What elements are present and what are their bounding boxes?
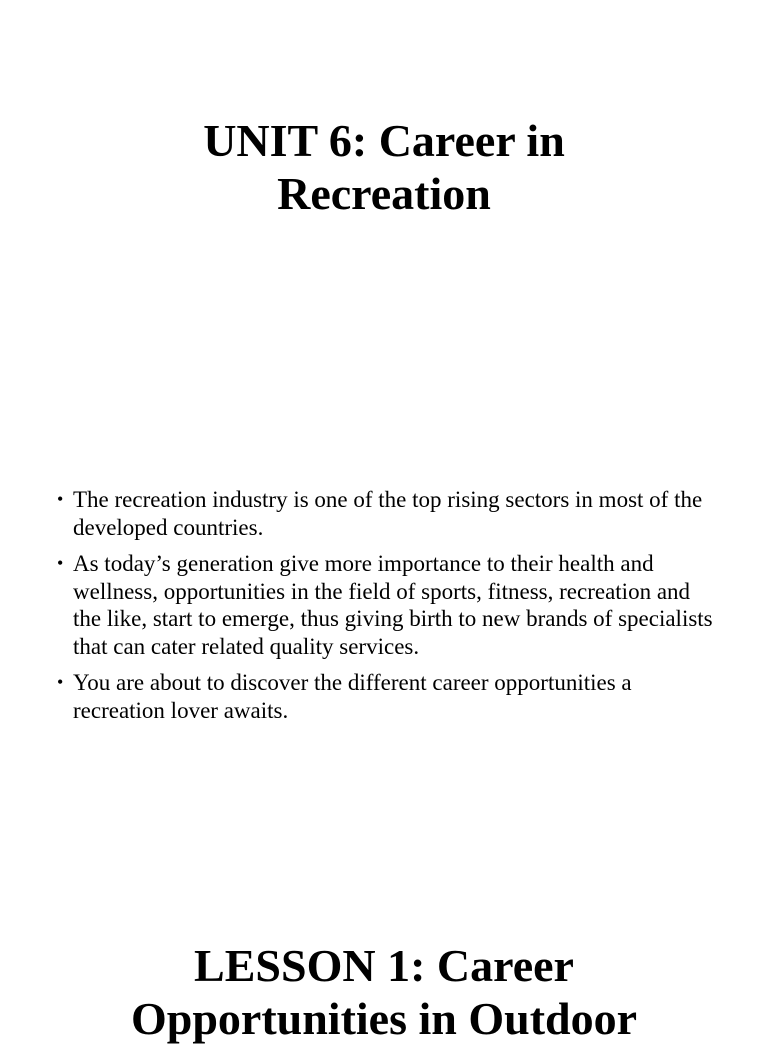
bullet-text: The recreation industry is one of the top rising sectors in most of the developed countries.	[73, 487, 703, 540]
bullet-text: You are about to discover the different career opportunities a recreation lover awaits.	[73, 670, 632, 723]
lesson-title-line-1: LESSON 1: Career	[194, 940, 574, 991]
bullet-text: As today’s generation give more importance to their health and wellness, opportunities in the field of sports, fitness, recreation and the like, start to emerge, thus giving birth to new brands of specialists that can cater related quality services.	[73, 551, 713, 659]
bullet-icon: •	[57, 553, 64, 573]
list-item	[56, 669, 716, 724]
bullet-list	[56, 486, 716, 733]
lesson-title	[0, 939, 768, 1045]
lesson-title-line-2: Opportunities in Outdoor	[130, 993, 638, 1044]
unit-title-line-1: UNIT 6: Career in	[203, 115, 565, 166]
bullet-icon: •	[57, 672, 64, 692]
unit-title-line-2: Recreation	[277, 168, 491, 219]
unit-title	[0, 114, 768, 220]
list-item	[56, 550, 716, 660]
list-item	[56, 486, 716, 541]
bullet-icon: •	[57, 489, 64, 509]
